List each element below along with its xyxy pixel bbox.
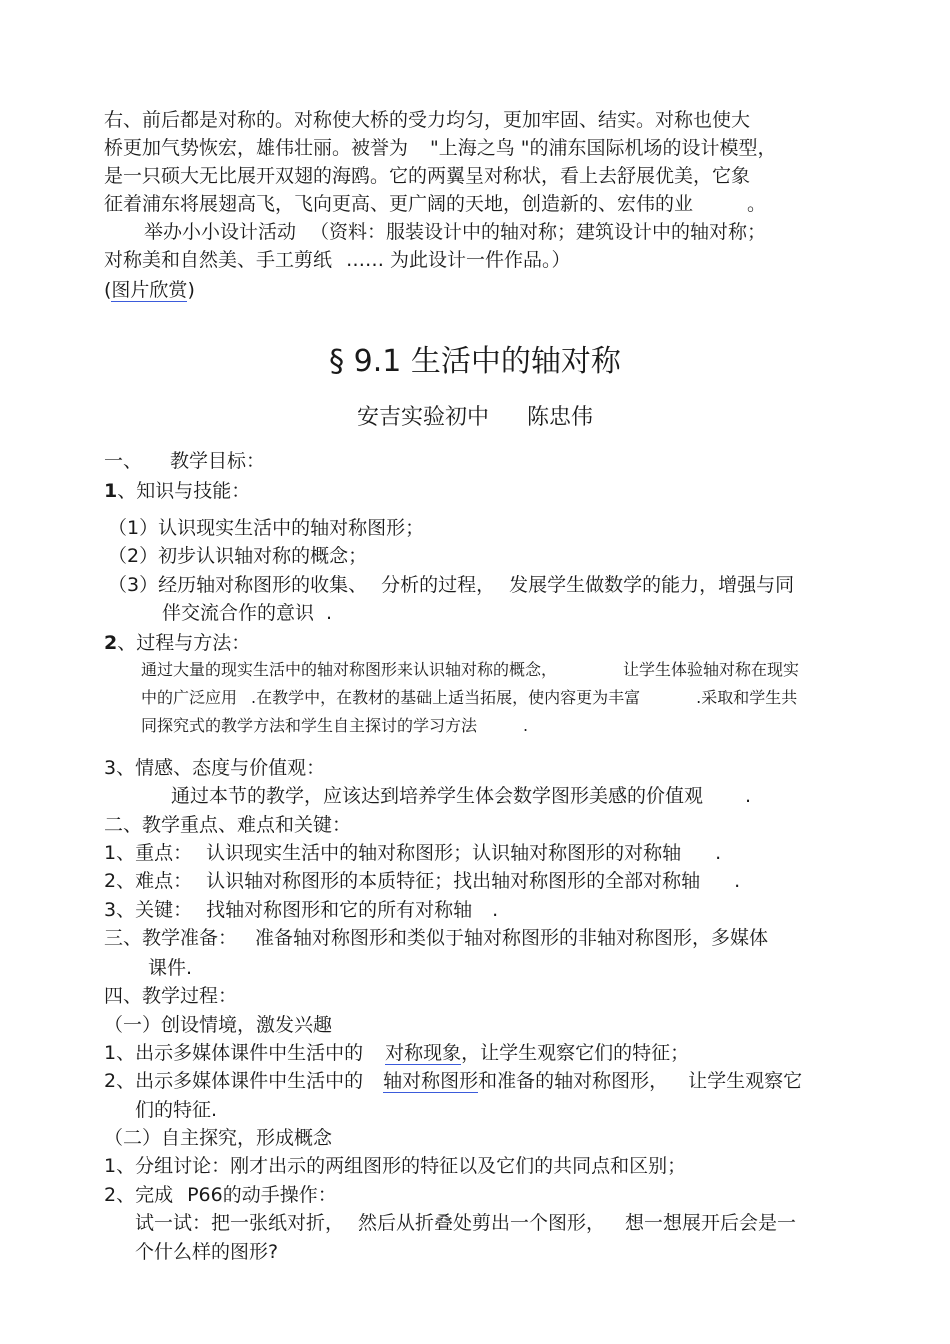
- process-line-1-a: 通过大量的现实生活中的轴对称图形来认识轴对称的概念，: [141, 660, 558, 679]
- process-line-3-b: .: [523, 716, 529, 735]
- knowledge-item-2: （2）初步认识轴对称的概念；: [108, 545, 368, 567]
- activity-1-b: ，让学生观察它们的特征；: [461, 1042, 690, 1064]
- process-line-1: [141, 659, 799, 681]
- emotion-heading: 3、情感、态度与价值观：: [104, 757, 326, 779]
- section-1-title: 教学目标：: [170, 450, 266, 472]
- intro-line-2: [104, 135, 777, 161]
- axisymmetric-figure-link[interactable]: 轴对称图形: [383, 1070, 479, 1092]
- activity-2: [104, 1068, 802, 1094]
- section-2-heading: 二、教学重点、难点和关键：: [104, 814, 352, 836]
- paren-open: (: [104, 279, 112, 301]
- key-point-3: [104, 897, 498, 923]
- subsection-1-heading: （一）创设情境，激发兴趣: [104, 1014, 333, 1036]
- key-point-1-end: .: [715, 842, 722, 864]
- process-line-2-a: 中的广泛应用: [141, 688, 238, 707]
- activity-2-b: 和准备的轴对称图形，: [478, 1070, 669, 1092]
- knowledge-title: 、知识与技能：: [117, 480, 251, 502]
- process-line-2: [141, 687, 797, 709]
- key-point-2: [104, 868, 740, 894]
- knowledge-item-3-e: .: [326, 602, 333, 624]
- emotion-line-a: 通过本节的教学，应该达到培养学生体会数学图形美感的价值观: [171, 785, 704, 807]
- key-point-3-text: 找轴对称图形和它的所有对称轴: [206, 899, 473, 921]
- process-line-2-b: .在教学中，在教材的基础上适当拓展，使内容更为丰富: [251, 688, 641, 707]
- discussion-2-b: P66的动手操作：: [187, 1184, 337, 1206]
- author-name: 陈忠伟: [527, 405, 594, 430]
- process-line-2-c: .采取和学生共: [696, 688, 798, 707]
- key-point-1-text: 认识现实生活中的轴对称图形；认识轴对称图形的对称轴: [206, 842, 682, 864]
- knowledge-item-3-cont: [162, 600, 332, 626]
- process-line-3-a: 同探究式的教学方法和学生自主探讨的学习方法: [141, 716, 478, 735]
- knowledge-item-3-c: 发展学生做数学的能力，增强与同: [509, 574, 795, 596]
- section-3-body: 准备轴对称图形和类似于轴对称图形的非轴对称图形，多媒体: [255, 927, 769, 949]
- author-school: 安吉实验初中: [356, 405, 489, 430]
- activity-2-cont: 们的特征.: [135, 1099, 218, 1121]
- key-point-2-label: 2、难点：: [104, 870, 193, 892]
- intro-line-5: [144, 219, 766, 245]
- intro-line-5-a: 举办小小设计活动: [144, 221, 297, 243]
- discussion-2-a: 2、完成: [104, 1184, 174, 1206]
- key-point-3-end: .: [492, 899, 499, 921]
- process-title: 、过程与方法：: [117, 632, 251, 654]
- knowledge-item-3: [108, 572, 794, 598]
- picture-appreciation-link[interactable]: 图片欣赏: [111, 279, 188, 301]
- section-4-heading: 四、教学过程：: [104, 985, 238, 1007]
- try-it-b: 然后从折叠处剪出一个图形，: [358, 1212, 606, 1234]
- discussion-2: [104, 1182, 337, 1208]
- intro-line-6: [104, 247, 571, 273]
- activity-2-a: 2、出示多媒体课件中生活中的: [104, 1070, 364, 1092]
- section-3-cont: 课件.: [148, 957, 193, 979]
- intro-line-6-a: 对称美和自然美、手工剪纸: [104, 249, 333, 271]
- key-point-1: [104, 840, 721, 866]
- intro-line-5-b: （资料：服装设计中的轴对称；建筑设计中的轴对称；: [310, 221, 767, 243]
- subsection-2-heading: （二）自主探究，形成概念: [104, 1127, 333, 1149]
- knowledge-heading: [104, 478, 250, 504]
- intro-line-2-b: "上海之鸟 "的浦东国际机场的设计模型，: [430, 137, 777, 159]
- activity-1: [104, 1040, 689, 1066]
- try-it-a: 试一试：把一张纸对折，: [135, 1212, 345, 1234]
- intro-line-4-a: 征着浦东将展翅高飞，飞向更高、更广阔的天地，创造新的、宏伟的业: [104, 193, 694, 215]
- process-heading: [104, 630, 250, 656]
- emotion-line-b: .: [745, 785, 752, 807]
- discussion-1: 1、分组讨论：刚才出示的两组图形的特征以及它们的共同点和区别；: [104, 1155, 687, 1177]
- intro-line-3: 是一只硕大无比展开双翅的海鸥。它的两翼呈对称状，看上去舒展优美，它象: [104, 165, 751, 187]
- emotion-line: [171, 783, 751, 809]
- try-it-line-2: 个什么样的图形?: [135, 1241, 279, 1263]
- section-1-heading: [104, 448, 265, 474]
- intro-line-2-a: 桥更加气势恢宏，雄伟壮丽。被誉为: [104, 137, 409, 159]
- page-title: § 9.1 生活中的轴对称: [329, 344, 621, 379]
- symmetry-phenomenon-link[interactable]: 对称现象: [385, 1042, 462, 1064]
- key-point-2-end: .: [734, 870, 741, 892]
- section-3-heading: [104, 925, 768, 951]
- intro-line-4-b: 。: [747, 193, 767, 215]
- process-line-3: [141, 715, 528, 737]
- author-line: [0, 403, 950, 433]
- try-it-c: 想一想展开后会是一: [625, 1212, 797, 1234]
- knowledge-item-1: （1）认识现实生活中的轴对称图形；: [108, 517, 425, 539]
- try-it-line-1: [135, 1210, 796, 1236]
- intro-line-6-b: …… 为此设计一件作品。）: [346, 249, 571, 271]
- process-number: 2: [104, 632, 118, 654]
- activity-2-c: 让学生观察它: [688, 1070, 803, 1092]
- key-point-3-label: 3、关键：: [104, 899, 193, 921]
- paren-close: ): [187, 279, 195, 301]
- knowledge-item-3-b: 分析的过程，: [381, 574, 496, 596]
- activity-1-a: 1、出示多媒体课件中生活中的: [104, 1042, 364, 1064]
- section-1-number: 一、: [104, 450, 143, 472]
- process-line-1-b: 让学生体验轴对称在现实: [623, 660, 800, 679]
- intro-line-1: 右、前后都是对称的。对称使大桥的受力均匀，更加牢固、结实。对称也使大: [104, 109, 751, 131]
- section-3-title: 三、教学准备：: [104, 927, 238, 949]
- knowledge-number: 1: [104, 480, 118, 502]
- picture-appreciation: [104, 277, 195, 303]
- key-point-1-label: 1、重点：: [104, 842, 193, 864]
- knowledge-item-3-d: 伴交流合作的意识: [162, 602, 315, 624]
- key-point-2-text: 认识轴对称图形的本质特征；找出轴对称图形的全部对称轴: [206, 870, 701, 892]
- knowledge-item-3-a: （3）经历轴对称图形的收集、: [108, 574, 368, 596]
- intro-line-4: [104, 191, 766, 217]
